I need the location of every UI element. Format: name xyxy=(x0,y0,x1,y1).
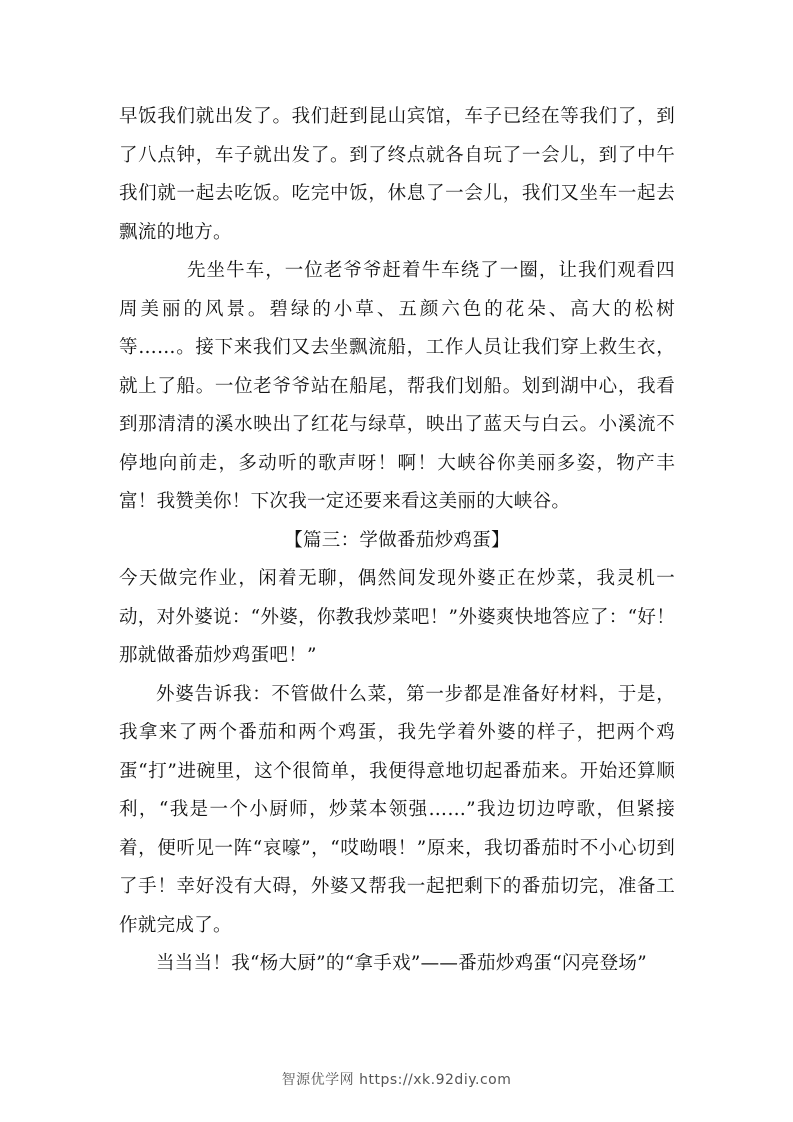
section-title: 【篇三：学做番茄炒鸡蛋】 xyxy=(284,529,510,551)
paragraph-4: 外婆告诉我：不管做什么菜，第一步都是准备好材料，于是，我拿来了两个番茄和两个鸡蛋，我先学着外婆的样子，把两个鸡蛋“打”进碗里，这个很简单，我便得意地切起番茄来。开始还算顺利，“我是一个小厨师，炒菜本领强……”我边切边哼歌，但紧接着，便听见一阵“哀嚎”，“哎呦喂！”原来，我切番茄时不小心切到了手！幸好没有大碍，外婆又帮我一起把剩下的番茄切完，准备工作就完成了。 xyxy=(119,683,675,936)
paragraph-2: 先坐牛车，一位老爷爷赶着牛车绕了一圈，让我们观看四周美丽的风景。碧绿的小草、五颜六色的花朵、高大的松树等……。接下来我们又去坐飘流船，工作人员让我们穿上救生衣，就上了船。一位老爷爷站在船尾，帮我们划船。划到湖中心，我看到那清清的溪水映出了红花与绿草，映出了蓝天与白云。小溪流不停地向前走，多动听的歌声呀！啊！大峡谷你美丽多姿，物产丰富！我赞美你！下次我一定还要来看这美丽的大峡谷。 xyxy=(119,260,675,512)
paragraph-5: 当当当！我“杨大厨”的“拿手戏”——番茄炒鸡蛋“闪亮登场” xyxy=(156,953,647,974)
paragraph-3: 今天做完作业，闲着无聊，偶然间发现外婆正在炒菜，我灵机一动，对外婆说：“外婆，你教我炒菜吧！”外婆爽快地答应了：“好！那就做番茄炒鸡蛋吧！” xyxy=(119,568,675,666)
paragraph-1: 早饭我们就出发了。我们赶到昆山宾馆，车子已经在等我们了，到了八点钟，车子就出发了。到了终点就各自玩了一会儿，到了中午我们就一起去吃饭。吃完中饭，休息了一会儿，我们又坐车一起去飘流的地方。 xyxy=(119,106,675,243)
footer-watermark: 智源优学网 https://xk.92diy.com xyxy=(281,1072,512,1088)
document-body xyxy=(119,98,675,984)
